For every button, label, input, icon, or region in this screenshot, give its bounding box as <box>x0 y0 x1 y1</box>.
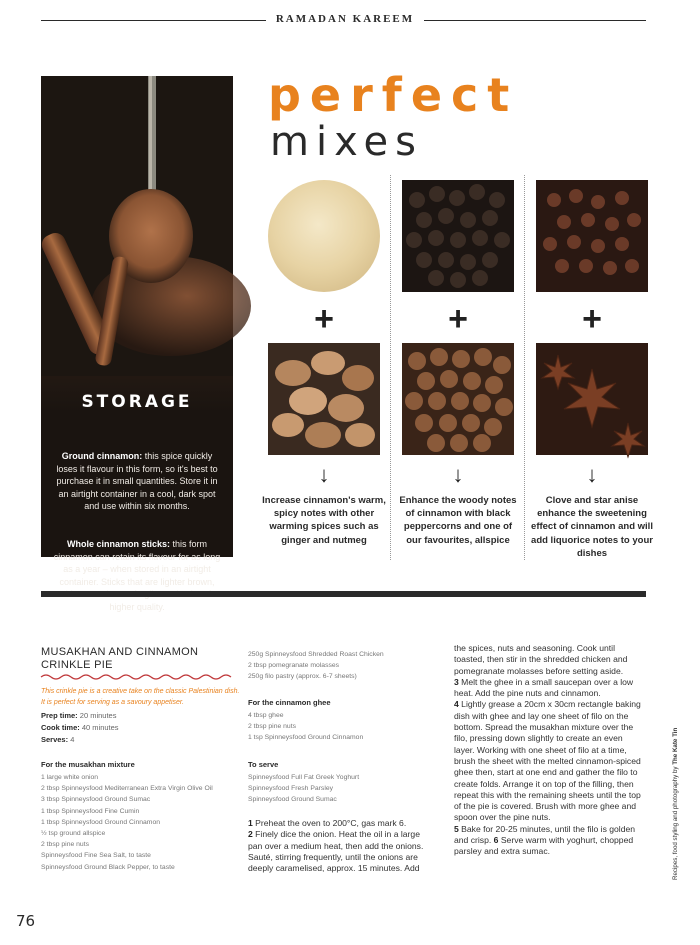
prep-value: 20 minutes <box>77 711 117 720</box>
credit-text: Recipes, food styling and photography by <box>672 764 679 880</box>
arrow-down-icon: ↓ <box>586 462 598 487</box>
step-text: Melt the ghee in a small saucepan over a low heat. Add the pine nuts and cinnamon. <box>454 676 634 699</box>
prep-time <box>41 710 241 721</box>
step-text: Serve warm with yoghurt, chopped parsley and extra sumac. <box>454 835 634 857</box>
ingredient: 1 tbsp Spinneysfood Ground Cinnamon <box>41 818 161 826</box>
step-number: 4 <box>454 699 459 710</box>
step-text: Lightly grease a 20cm x 30cm rectangle baking dish with ghee and lay one sheet of filo on the bottom. Spread the musakhan mixture over the filo, pressing down slightly to create an even layer. Working with one sheet of filo at a time, brush the sheet with the melted cinnamon-spiced ghee then, start at one end and gather the filo to create folds. Arrange it on top of the filling, then repeat this with the remaining sheets until the top of the pie is covered. Brush with more ghee and spoon over the pine nuts. <box>454 699 641 823</box>
plus-icon: + <box>314 300 334 338</box>
ghee-heading: For the cinnamon ghee <box>248 698 331 707</box>
cook-label: Cook time: <box>41 723 80 732</box>
column-divider <box>390 175 391 560</box>
storage-text-1 <box>53 450 221 513</box>
black-peppercorns-photo <box>402 180 514 292</box>
cinnamon-sticks-body: this form cinnamon can retain its flavour for as long as a year – when stored in an airtight container. Sticks that are lighter brown, higher quality. <box>53 539 221 612</box>
recipe-title: MUSAKHAN AND CINNAMON CRINKLE PIE <box>41 646 199 671</box>
ground-ginger-photo <box>268 180 380 292</box>
wavy-rule <box>41 673 236 681</box>
mixture-ingredients <box>41 772 246 873</box>
cloves-photo <box>536 180 648 292</box>
plus-icon: + <box>448 300 468 338</box>
method-continued: the spices, nuts and seasoning. Cook until toasted, then stir in the shredded chicken and pomegranate molasses before setting aside. <box>454 643 628 676</box>
star-anise-photo <box>536 343 648 455</box>
mix-description: Increase cinnamon's warm, spicy notes with other warming spices such as ginger and nutmeg <box>262 495 386 546</box>
serves-value: 4 <box>68 735 75 744</box>
storage-panel <box>41 76 233 612</box>
ingredient: 2 tbsp pine nuts <box>248 723 296 731</box>
arrow-down-icon: ↓ <box>452 462 464 487</box>
ingredient: 2 tbsp pomegranate molasses <box>248 662 340 670</box>
storage-heading: STORAGE <box>81 392 193 412</box>
ingredient: Spinneysfood Ground Sumac <box>248 796 337 804</box>
recipe-intro: This crinkle pie is a creative take on the classic Palestinian dish. It is perfect for serving as a savoury appetiser. <box>41 688 240 706</box>
method-column-2 <box>454 643 644 858</box>
step-number: 2 <box>248 829 253 840</box>
ingredient: Spinneysfood Fine Sea Salt, to taste <box>41 852 151 860</box>
cook-time <box>41 722 241 733</box>
mixture-ingredients-continued <box>248 649 438 683</box>
ingredient: 250g Spinneysfood Shredded Roast Chicken <box>248 651 384 658</box>
feature-title-mixes: mixes <box>270 119 423 165</box>
step-number: 5 <box>454 823 459 834</box>
ingredient: 2 tbsp Spinneysfood Mediterranean Extra Virgin Olive Oil <box>41 785 213 793</box>
ingredient: 1 tsp Spinneysfood Ground Cinnamon <box>248 734 364 742</box>
ingredient: 1 tbsp Spinneysfood Fine Cumin <box>41 807 140 815</box>
feature-title-perfect: perfect <box>268 68 519 122</box>
header-rule-left <box>41 20 266 21</box>
ingredient: ½ tsp ground allspice <box>41 830 106 838</box>
step-number: 3 <box>454 676 459 687</box>
arrow-down-icon: ↓ <box>318 462 330 487</box>
step-number: 6 <box>493 835 499 846</box>
column-divider <box>524 175 525 560</box>
ingredient: 250g filo pastry (approx. 6-7 sheets) <box>248 673 357 681</box>
mix-description: Clove and star anise enhance the sweetening effect of cinnamon and will add liquorice notes to your dishes <box>531 495 653 559</box>
method-step <box>454 677 633 698</box>
serves <box>41 734 241 745</box>
photo-credit <box>672 700 679 880</box>
section-divider <box>41 591 646 597</box>
nutmeg-photo <box>268 343 380 455</box>
ingredient: 1 large white onion <box>41 774 99 781</box>
page-number: 76 <box>16 912 36 930</box>
plus-icon: + <box>582 300 602 338</box>
header-rule-right <box>424 20 646 21</box>
ingredient: Spinneysfood Fresh Parsley <box>248 785 334 793</box>
step-text: Preheat the oven to 200°C, gas mark 6. <box>252 818 407 828</box>
mixture-heading: For the musakhan mixture <box>41 760 135 769</box>
prep-label: Prep time: <box>41 711 78 720</box>
cinnamon-spoon-photo <box>41 76 233 376</box>
credit-brand: The Kate Tin <box>672 727 679 765</box>
method-step <box>454 699 641 822</box>
method-step <box>248 829 423 873</box>
ingredient: Spinneysfood Full Fat Greek Yoghurt <box>248 774 360 781</box>
storage-text-2 <box>53 538 221 613</box>
cook-value: 40 minutes <box>79 723 119 732</box>
ingredient: 2 tbsp pine nuts <box>41 841 89 849</box>
step-text: Finely dice the onion. Heat the oil in a large pan over a medium heat, then add the onions. Sauté, stirring frequently, until the onions are deeply caramelised, approx. 15 minutes. Add <box>248 829 424 874</box>
serve-ingredients <box>248 772 438 806</box>
cinnamon-sticks-label: Whole cinnamon sticks: <box>66 539 170 549</box>
ground-cinnamon-label: Ground cinnamon: <box>61 451 143 461</box>
allspice-photo <box>402 343 514 455</box>
serve-heading: To serve <box>248 760 279 769</box>
method-step <box>248 818 406 828</box>
step-number: 1 <box>248 818 253 828</box>
serves-label: Serves: <box>41 735 69 744</box>
ghee-ingredients <box>248 710 438 744</box>
method-column-1 <box>248 818 433 874</box>
step-text: Bake for 20-25 minutes, until the filo is golden and crisp. <box>454 823 636 846</box>
ingredient: Spinneysfood Ground Black Pepper, to taste <box>41 863 175 871</box>
mix-description: Enhance the woody notes of cinnamon with black peppercorns and one of our favourites, allspice <box>399 495 517 546</box>
ground-cinnamon-body: this spice quickly loses it flavour in this form, so it's best to purchase it in small quantities. Store it in an airtight container in a cool, dark spot and use within six months. <box>56 451 218 511</box>
ingredient: 4 tbsp ghee <box>248 712 284 719</box>
section-title: RAMADAN KAREEM <box>275 13 415 25</box>
ingredient: 3 tbsp Spinneysfood Ground Sumac <box>41 796 151 804</box>
